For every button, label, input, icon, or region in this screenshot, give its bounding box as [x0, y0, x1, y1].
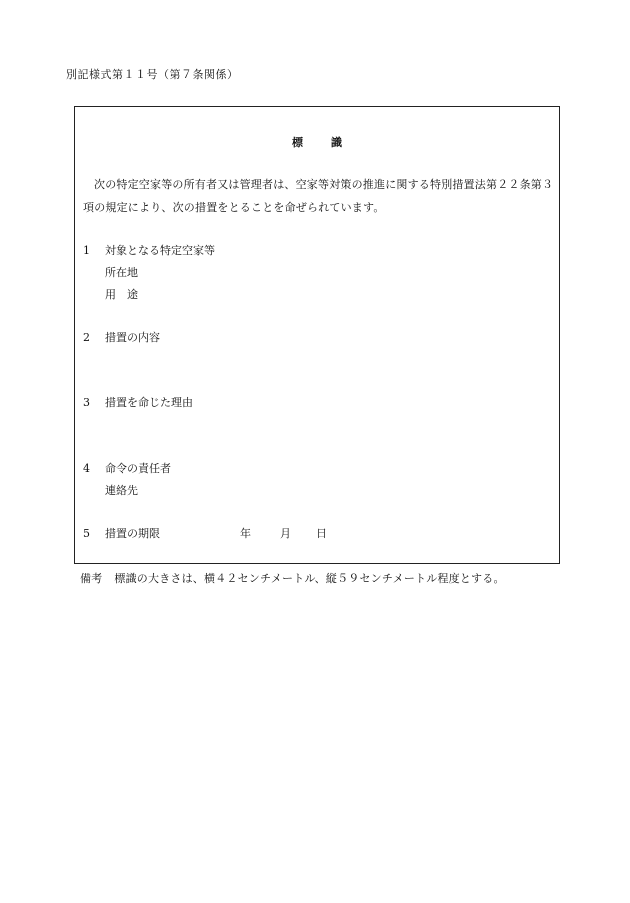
notice-item-1 [83, 242, 215, 258]
deadline-day-label: 日 [316, 527, 327, 540]
item-1-use-label: 用 途 [105, 288, 138, 301]
notice-sign-box [74, 106, 560, 564]
notice-item-4 [83, 460, 171, 476]
item-1-location-label: 所在地 [105, 266, 138, 279]
item-number: 5 [83, 527, 90, 540]
item-label: 措置の内容 [105, 331, 160, 344]
item-label: 措置の期限 [105, 527, 160, 540]
item-number: 1 [83, 244, 90, 257]
item-label: 命令の責任者 [105, 462, 171, 475]
notice-item-5 [83, 525, 383, 541]
form-number-label: 別記様式第１１号（第７条関係） [66, 68, 239, 81]
remark-text: 標識の大きさは、横４２センチメートル、縦５９センチメートル程度とする。 [114, 572, 505, 585]
notice-intro-text: 次の特定空家等の所有者又は管理者は、空家等対策の推進に関する特別措置法第２２条第３項の規定により、次の措置をとることを命ぜられています。 [83, 178, 554, 214]
notice-item-2 [83, 329, 160, 345]
item-number: 2 [83, 331, 90, 344]
deadline-year-label: 年 [240, 527, 251, 540]
deadline-month-label: 月 [280, 527, 291, 540]
notice-title: 標識 [292, 136, 370, 149]
item-number: 3 [83, 396, 90, 409]
remark-heading: 備考 [80, 572, 103, 585]
notice-item-3 [83, 394, 193, 410]
item-4-contact-label: 連絡先 [105, 484, 138, 497]
item-label: 対象となる特定空家等 [105, 244, 215, 257]
item-label: 措置を命じた理由 [105, 396, 193, 409]
remark-note [80, 570, 505, 586]
item-number: 4 [83, 462, 90, 475]
